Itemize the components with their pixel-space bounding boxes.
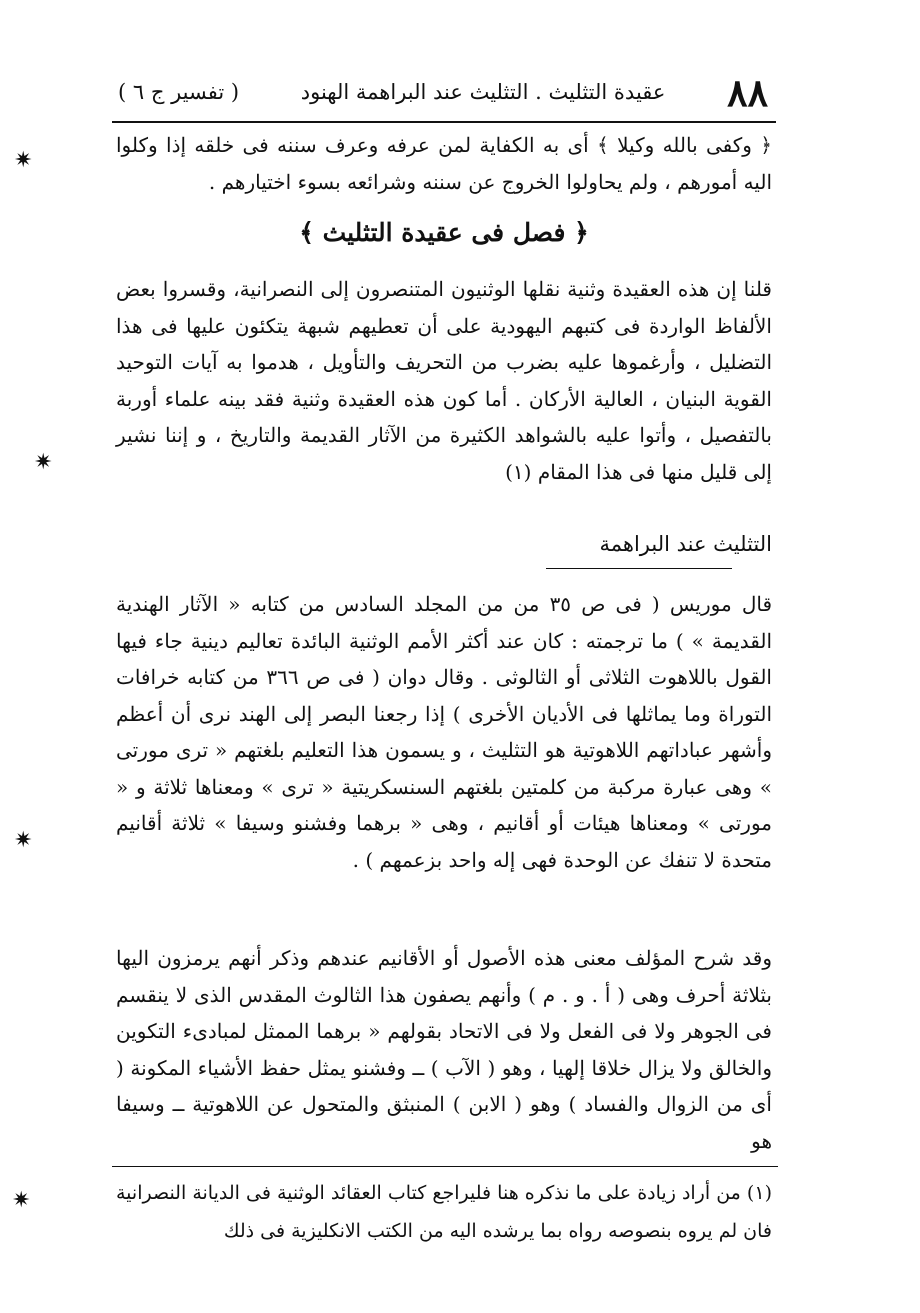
star-mark-icon: ✷ [14, 148, 33, 173]
footnote-divider [112, 1166, 778, 1167]
subheading: التثليث عند البراهمة [599, 532, 772, 556]
header-divider [112, 121, 776, 123]
paragraph-maurice: قال موريس ( فى ص ٣٥ من من المجلد السادس من كتابه « الآثار الهندية القديمة » ) ما ترجمته : كان عند أكثر الأمم الوثنية البائدة تعاليم دينية جاء فيها القول باللاهوت الثلاثى أو الثالوثى . وقال دوان ( فى ص ٣٦٦ من كتابه خرافات التوراة وما يماثلها فى الأديان الأخرى ) إذا رجعنا البصر إلى الهند نرى أن أعظم وأشهر عباداتهم اللاهوتية هو التثليث ، و يسمون هذا التعليم بلغتهم « ترى مورتى » وهى عبارة مركبة من كلمتين بلغتهم السنسكريتية « ترى » ومعناها ثلاثة و « مورتى » ومعناها هيئات أو أقانيم ، وهى « برهما وفشنو وسيفا » ثلاثة أقانيم متحدة لا تنفك عن الوحدة فهى إله واحد بزعمهم ) . [116, 592, 773, 872]
subheading-underline [546, 568, 732, 569]
section-heading: ﴿ فصل فى عقيدة التثليث ﴾ [299, 218, 589, 247]
footnote: (١) من أراد زيادة على ما نذكره هنا فليراجع كتاب العقائد الوثنية فى الديانة النصرانية فان لم يروه بنصوصه رواه بما يرشده اليه من الكتب الانكليزية فى ذلك [116, 1182, 772, 1242]
intro-paragraph: ﴿ وكفى بالله وكيلا ﴾ أى به الكفاية لمن عرفه وعرف سننه فى خلقه إذا وكلوا اليه أمورهم ، ولم يحاولوا الخروج عن سننه وشرائعه بسوء اختيارهم . [116, 133, 772, 194]
section-paragraph: قلنا إن هذه العقيدة وثنية نقلها الوثنيون المتنصرون إلى النصرانية، وقسروا بعض الألفاظ الواردة فى كتبهم اليهودية على أن تعطيهم شبهة يتكئون عليها فى هذا التضليل ، وأرغموها عليه بضرب من التحريف والتأويل ، هدموا به آيات التوحيد القوية البنيان ، العالية الأركان . أما كون هذه العقيدة وثنية فقد بينه علماء أوربة بالتفصيل ، وأتوا عليه بالشواهد الكثيرة من الآثار القديمة والتاريخ ، و إننا نشير إلى قليل منها فى هذا المقام (١) [116, 277, 772, 484]
star-mark-icon: ✷ [14, 828, 33, 853]
running-title: عقيدة التثليث . التثليث عند البراهمة الهنود [300, 80, 666, 104]
volume-reference: ( تفسير ج ٦ ) [118, 80, 240, 104]
paragraph-author: وقد شرح المؤلف معنى هذه الأصول أو الأقانيم عندهم وذكر أنهم يرمزون اليها بثلاثة أحرف وهى ( أ . و . م ) وأنهم يصفون هذا الثالوث المقدس الذى لا ينقسم فى الجوهر ولا فى الفعل ولا فى الاتحاد بقولهم « برهما الممثل لمبادىء التكوين والخالق ولا يزال خلاقا إلهيا ، وهو ( الآب ) ــ وفشنو يمثل حفظ الأشياء المكونة ( أى من الزوال والفساد ) وهو ( الابن ) المنبثق والمتحول عن اللاهوتية ــ وسيفا هو [116, 946, 772, 1153]
running-head [118, 66, 768, 118]
page-number: ٨٨ [727, 69, 768, 115]
star-mark-icon: ✷ [34, 450, 53, 475]
star-mark-icon: ✷ [12, 1188, 31, 1213]
